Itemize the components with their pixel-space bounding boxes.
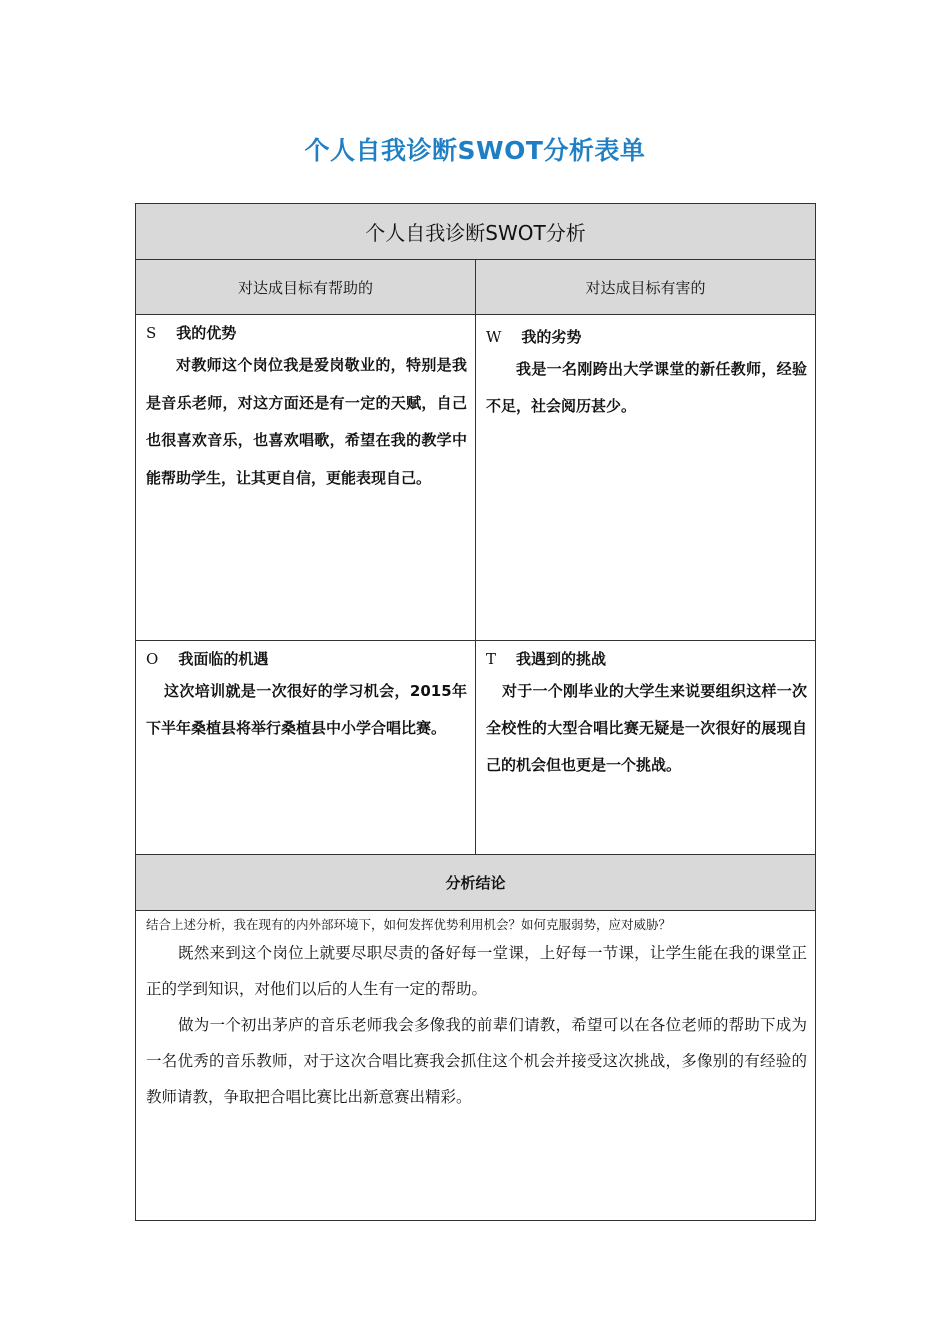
threats-title: 我遇到的挑战 [516,650,607,668]
conclusion-header: 分析结论 [136,855,816,911]
weaknesses-letter: W [486,328,502,346]
strengths-cell [136,315,476,641]
strengths-title: 我的优势 [176,324,237,342]
threats-text: 对于一个刚毕业的大学生来说要组织这样一次全校性的大型合唱比赛无疑是一次很好的展现自己的机会但也更是一个挑战。 [486,682,807,774]
harmful-column-header: 对达成目标有害的 [476,260,816,315]
helpful-column-header: 对达成目标有帮助的 [136,260,476,315]
conclusion-question: 结合上述分析，我在现有的内外部环境下，如何发挥优势利用机会？如何克服弱势，应对威胁？ [146,917,672,932]
conclusion-paragraph-2: 做为一个初出茅庐的音乐老师我会多像我的前辈们请教，希望可以在各位老师的帮助下成为一名优秀的音乐教师，对于这次合唱比赛我会抓住这个机会并接受这次挑战，多像别的有经验的教师请教，争取把合唱比赛比出新意赛出精彩。 [146,1016,807,1106]
opportunities-heading [146,645,467,673]
strengths-letter: S [146,324,157,342]
swot-table [135,203,816,1221]
column-header-row [136,260,816,315]
threats-cell [476,641,816,855]
weaknesses-text: 我是一名刚跨出大学课堂的新任教师，经验不足，社会阅历甚少。 [486,360,807,415]
opportunities-title: 我面临的机遇 [178,650,269,668]
conclusion-body-row [136,911,816,1221]
threats-letter: T [486,650,497,668]
strengths-heading [146,319,467,347]
opportunities-letter: O [146,650,159,668]
opportunities-text: 这次培训就是一次很好的学习机会，2015年下半年桑植县将举行桑植县中小学合唱比赛。 [146,682,467,737]
weaknesses-title: 我的劣势 [521,328,582,346]
threats-heading [486,645,807,673]
table-title-row [136,204,816,260]
weaknesses-cell [476,315,816,641]
conclusion-cell [136,911,816,1221]
weaknesses-heading [486,323,807,351]
strengths-text: 对教师这个岗位我是爱岗敬业的，特别是我是音乐老师，对这方面还是有一定的天赋，自己也很喜欢音乐，也喜欢唱歌，希望在我的教学中能帮助学生，让其更自信，更能表现自己。 [146,356,467,487]
opportunities-threats-row [136,641,816,855]
conclusion-label-row [136,855,816,911]
opportunities-cell [136,641,476,855]
conclusion-paragraph-1: 既然来到这个岗位上就要尽职尽责的备好每一堂课，上好每一节课，让学生能在我的课堂正正的学到知识，对他们以后的人生有一定的帮助。 [146,944,807,998]
table-header: 个人自我诊断SWOT分析 [136,204,816,260]
document-title: 个人自我诊断SWOT分析表单 [304,136,646,165]
strengths-weaknesses-row [136,315,816,641]
